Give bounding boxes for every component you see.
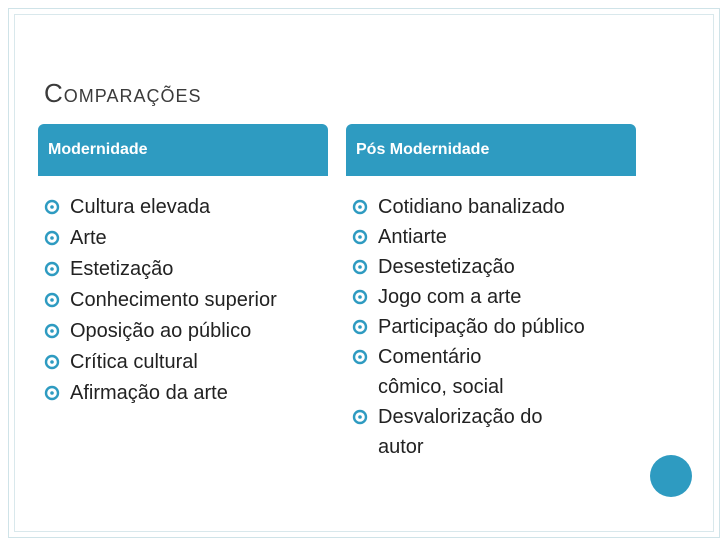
list-item <box>44 223 334 254</box>
list-item <box>352 282 642 312</box>
slide-title: Comparações <box>44 78 202 108</box>
list-modernidade <box>44 192 334 409</box>
list-item <box>352 252 642 282</box>
target-bullet-icon <box>352 289 368 305</box>
list-item <box>352 312 642 342</box>
column-header-modernidade: Modernidade <box>38 124 328 176</box>
list-item-text: Desvalorização do autor <box>378 406 543 458</box>
list-item <box>44 378 334 409</box>
target-bullet-icon <box>44 261 60 277</box>
list-item <box>44 192 334 223</box>
list-item-text: Cotidiano banalizado <box>378 196 565 218</box>
circle-decoration-icon <box>650 455 692 497</box>
list-item <box>44 347 334 378</box>
list-item-text: Comentário cômico, social <box>378 346 504 398</box>
target-bullet-icon <box>44 230 60 246</box>
list-pos-modernidade <box>352 192 642 462</box>
list-item-text: Antiarte <box>378 226 447 248</box>
list-item <box>44 316 334 347</box>
target-bullet-icon <box>352 409 368 425</box>
list-item <box>352 342 528 402</box>
list-item-text: Estetização <box>70 258 174 280</box>
list-item <box>352 222 642 252</box>
list-item-text: Participação do público <box>378 316 585 338</box>
list-item-text: Desestetização <box>378 256 515 278</box>
target-bullet-icon <box>352 349 368 365</box>
target-bullet-icon <box>44 385 60 401</box>
target-bullet-icon <box>352 259 368 275</box>
list-item <box>44 254 334 285</box>
list-item-text: Jogo com a arte <box>378 286 522 308</box>
list-item-text: Cultura elevada <box>70 196 211 218</box>
target-bullet-icon <box>44 354 60 370</box>
list-item-text: Conhecimento superior <box>70 289 277 311</box>
target-bullet-icon <box>352 229 368 245</box>
list-item-text: Afirmação da arte <box>70 382 228 404</box>
list-item-text: Crítica cultural <box>70 351 198 373</box>
target-bullet-icon <box>44 323 60 339</box>
target-bullet-icon <box>352 319 368 335</box>
list-item <box>352 402 590 462</box>
target-bullet-icon <box>44 292 60 308</box>
target-bullet-icon <box>44 199 60 215</box>
list-item <box>352 192 642 222</box>
list-item-text: Arte <box>70 227 107 249</box>
target-bullet-icon <box>352 199 368 215</box>
column-header-pos-modernidade: Pós Modernidade <box>346 124 636 176</box>
list-item-text: Oposição ao público <box>70 320 252 342</box>
list-item <box>44 285 334 316</box>
